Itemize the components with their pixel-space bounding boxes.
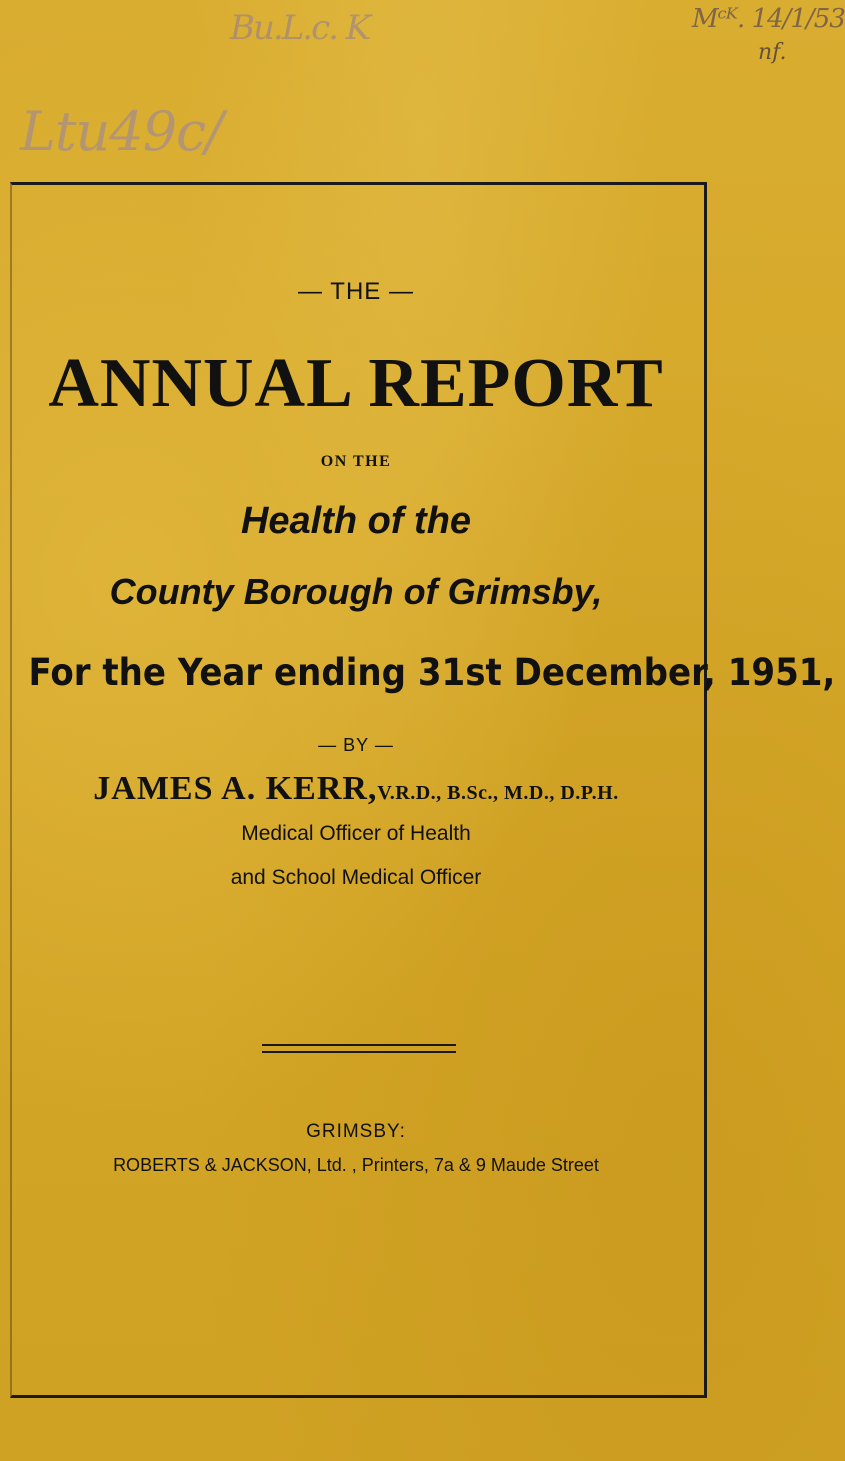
- title-prefix: — THE —: [298, 278, 414, 305]
- report-area: County Borough of Grimsby,: [109, 571, 603, 612]
- title-connector: ON THE: [320, 453, 392, 470]
- report-period: For the Year ending 31st December, 1951,: [28, 651, 836, 694]
- author-role-line-1: Medical Officer of Health: [241, 822, 471, 845]
- handwritten-initials: nf.: [758, 40, 787, 65]
- author-degrees: V.R.D., B.Sc., M.D., D.P.H.: [377, 782, 619, 804]
- imprint-printer: ROBERTS & JACKSON, Ltd. , Printers, 7a & 9 Maude Street: [113, 1155, 599, 1175]
- report-title: ANNUAL REPORT: [48, 345, 664, 422]
- imprint-place: GRIMSBY:: [306, 1121, 406, 1142]
- handwritten-date-note: Mᶜᴷ. 14/1/53: [692, 4, 845, 34]
- report-subject: Health of the: [240, 500, 472, 542]
- byline-label: — BY —: [318, 735, 394, 755]
- handwritten-scribble: Bu.L.c. K: [230, 8, 370, 48]
- handwritten-catalog-number: Ltu49c/: [20, 100, 223, 163]
- author-role-line-2: and School Medical Officer: [230, 866, 482, 889]
- double-rule-divider: [262, 1044, 456, 1053]
- author-name: JAMES A. KERR,: [93, 770, 378, 807]
- author: [0, 770, 712, 808]
